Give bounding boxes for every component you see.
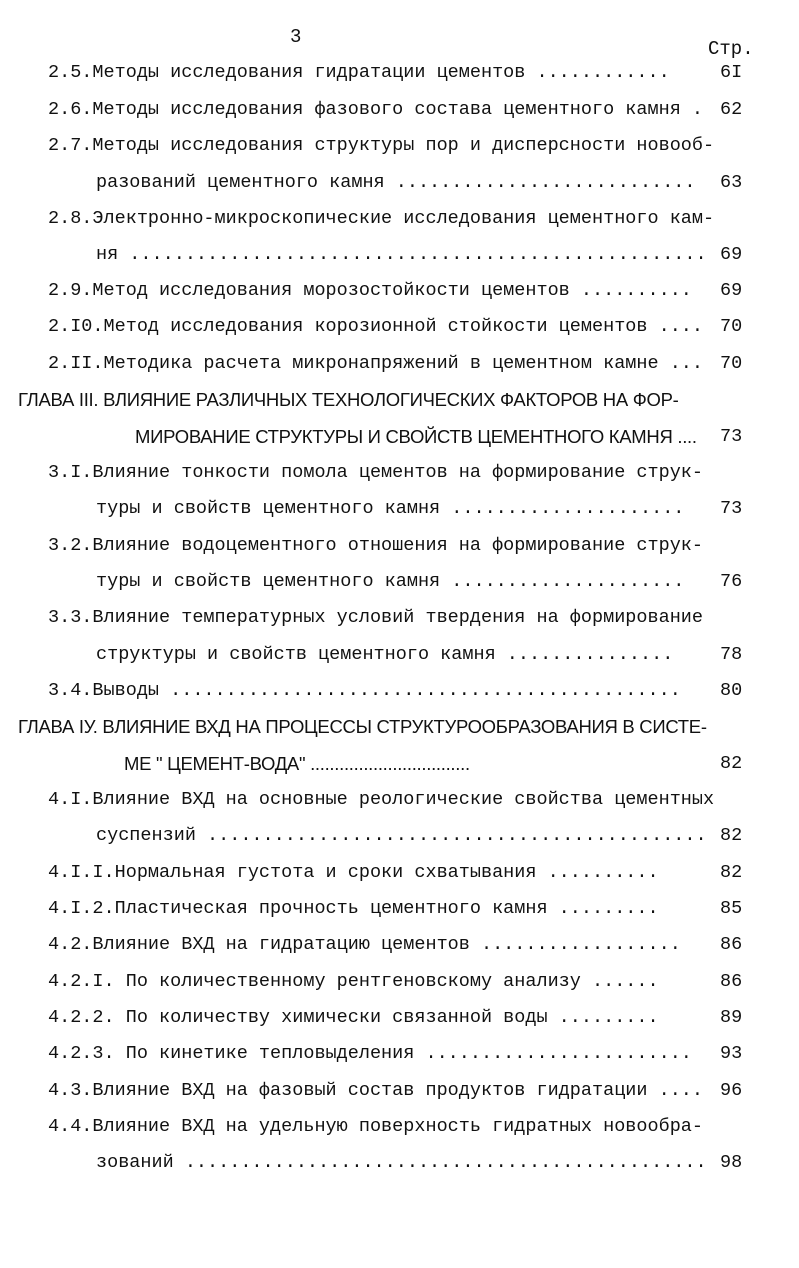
toc-line [0, 1112, 799, 1142]
toc-page-number: 85 [720, 898, 743, 919]
chapter-heading-line [0, 749, 799, 779]
toc-entry-text: 2.7.Методы исследования структуры пор и дисперсности новооб- [48, 135, 715, 156]
toc-entry-text: туры и свойств цементного камня ..................... [96, 571, 685, 592]
toc-entry-text: суспензий ............................................. [96, 825, 707, 846]
toc-line [0, 894, 799, 924]
toc-page-number: 73 [720, 426, 743, 447]
toc-page-number: 98 [720, 1152, 743, 1173]
toc-line [0, 1003, 799, 1033]
chapter-heading-line [0, 712, 799, 742]
toc-line [0, 930, 799, 960]
toc-entry-text: туры и свойств цементного камня ..................... [96, 498, 685, 519]
page-column-label: Стр. [708, 38, 754, 60]
chapter-heading-line [0, 422, 799, 452]
toc-entry-text: 4.2.Влияние ВХД на гидратацию цементов .................. [48, 934, 681, 955]
toc-page-number: 6I [720, 62, 743, 83]
toc-page-number: 76 [720, 571, 743, 592]
toc-line [0, 821, 799, 851]
toc-entry-text: ГЛАВА IУ. ВЛИЯНИЕ ВХД НА ПРОЦЕССЫ СТРУКТУРООБРАЗОВАНИЯ В СИСТЕ- [18, 716, 707, 737]
toc-entry-text: 2.8.Электронно-микроскопические исследования цементного кам- [48, 208, 715, 229]
toc-line [0, 168, 799, 198]
toc-page-number: 78 [720, 644, 743, 665]
toc-page-number: 82 [720, 862, 743, 883]
toc-page-number: 70 [720, 316, 743, 337]
toc-entry-text: зований ............................................... [96, 1152, 707, 1173]
toc-line [0, 967, 799, 997]
toc-page-number: 69 [720, 244, 743, 265]
toc-entry-text: 4.3.Влияние ВХД на фазовый состав продуктов гидратации .... [48, 1080, 704, 1101]
toc-line [0, 1039, 799, 1069]
toc-entry-text: ГЛАВА III. ВЛИЯНИЕ РАЗЛИЧНЫХ ТЕХНОЛОГИЧЕСКИХ ФАКТОРОВ НА ФОР- [18, 389, 679, 410]
toc-page-number: 63 [720, 172, 743, 193]
toc-entry-text: ня .................................................... [96, 244, 707, 265]
toc-line [0, 676, 799, 706]
toc-entry-text: 2.9.Метод исследования морозостойкости цементов .......... [48, 280, 692, 301]
toc-entry-text: разований цементного камня ........................... [96, 172, 696, 193]
toc-line [0, 276, 799, 306]
toc-line [0, 131, 799, 161]
toc-entry-text: 4.2.2. По количеству химически связанной воды ......... [48, 1007, 659, 1028]
toc-line [0, 240, 799, 270]
toc-line [0, 349, 799, 379]
toc-line [0, 204, 799, 234]
toc-line [0, 858, 799, 888]
toc-line [0, 58, 799, 88]
toc-entry-text: 2.I0.Метод исследования корозионной стойкости цементов .... [48, 316, 704, 337]
toc-page-number: 93 [720, 1043, 743, 1064]
toc-page-number: 86 [720, 934, 743, 955]
toc-line [0, 603, 799, 633]
toc-page-number: 73 [720, 498, 743, 519]
toc-entry-text: 2.6.Методы исследования фазового состава цементного камня . [48, 99, 704, 120]
toc-page-number: 82 [720, 753, 743, 774]
toc-entry-text: 3.2.Влияние водоцементного отношения на формирование струк- [48, 535, 704, 556]
toc-page-number: 62 [720, 99, 743, 120]
toc-entry-text: 3.3.Влияние температурных условий твердения на формирование [48, 607, 704, 628]
toc-page-number: 82 [720, 825, 743, 846]
toc-entry-text: МИРОВАНИЕ СТРУКТУРЫ И СВОЙСТВ ЦЕМЕНТНОГО КАМНЯ .... [135, 426, 697, 447]
toc-line [0, 640, 799, 670]
page-number: 3 [290, 26, 302, 48]
toc-entry-text: 2.II.Методика расчета микронапряжений в цементном камне ... [48, 353, 704, 374]
toc-line [0, 1148, 799, 1178]
toc-line [0, 1076, 799, 1106]
toc-page-number: 70 [720, 353, 743, 374]
toc-line [0, 494, 799, 524]
toc-line [0, 312, 799, 342]
toc-page-number: 96 [720, 1080, 743, 1101]
toc-entry-text: 4.2.I. По количественному рентгеновскому анализу ...... [48, 971, 659, 992]
toc-page-number: 89 [720, 1007, 743, 1028]
toc-entry-text: МЕ " ЦЕМЕНТ-ВОДА" ................................. [124, 753, 470, 774]
toc-line [0, 95, 799, 125]
chapter-heading-line [0, 385, 799, 415]
toc-entry-text: 3.I.Влияние тонкости помола цементов на формирование струк- [48, 462, 704, 483]
toc-entry-text: структуры и свойств цементного камня ............... [96, 644, 674, 665]
toc-page-number: 86 [720, 971, 743, 992]
toc-page-number: 80 [720, 680, 743, 701]
toc-line [0, 785, 799, 815]
toc-entry-text: 3.4.Выводы .............................................. [48, 680, 681, 701]
toc-line [0, 458, 799, 488]
toc-entry-text: 4.I.Влияние ВХД на основные реологические свойства цементных [48, 789, 715, 810]
toc-page-number: 69 [720, 280, 743, 301]
toc-entry-text: 4.I.I.Нормальная густота и сроки схватывания .......... [48, 862, 659, 883]
toc-entry-text: 4.2.3. По кинетике тепловыделения ........................ [48, 1043, 692, 1064]
toc-line [0, 567, 799, 597]
toc-entry-text: 4.I.2.Пластическая прочность цементного камня ......... [48, 898, 659, 919]
toc-entry-text: 4.4.Влияние ВХД на удельную поверхность гидратных новообра- [48, 1116, 704, 1137]
toc-entry-text: 2.5.Методы исследования гидратации цементов ............ [48, 62, 670, 83]
toc-line [0, 531, 799, 561]
